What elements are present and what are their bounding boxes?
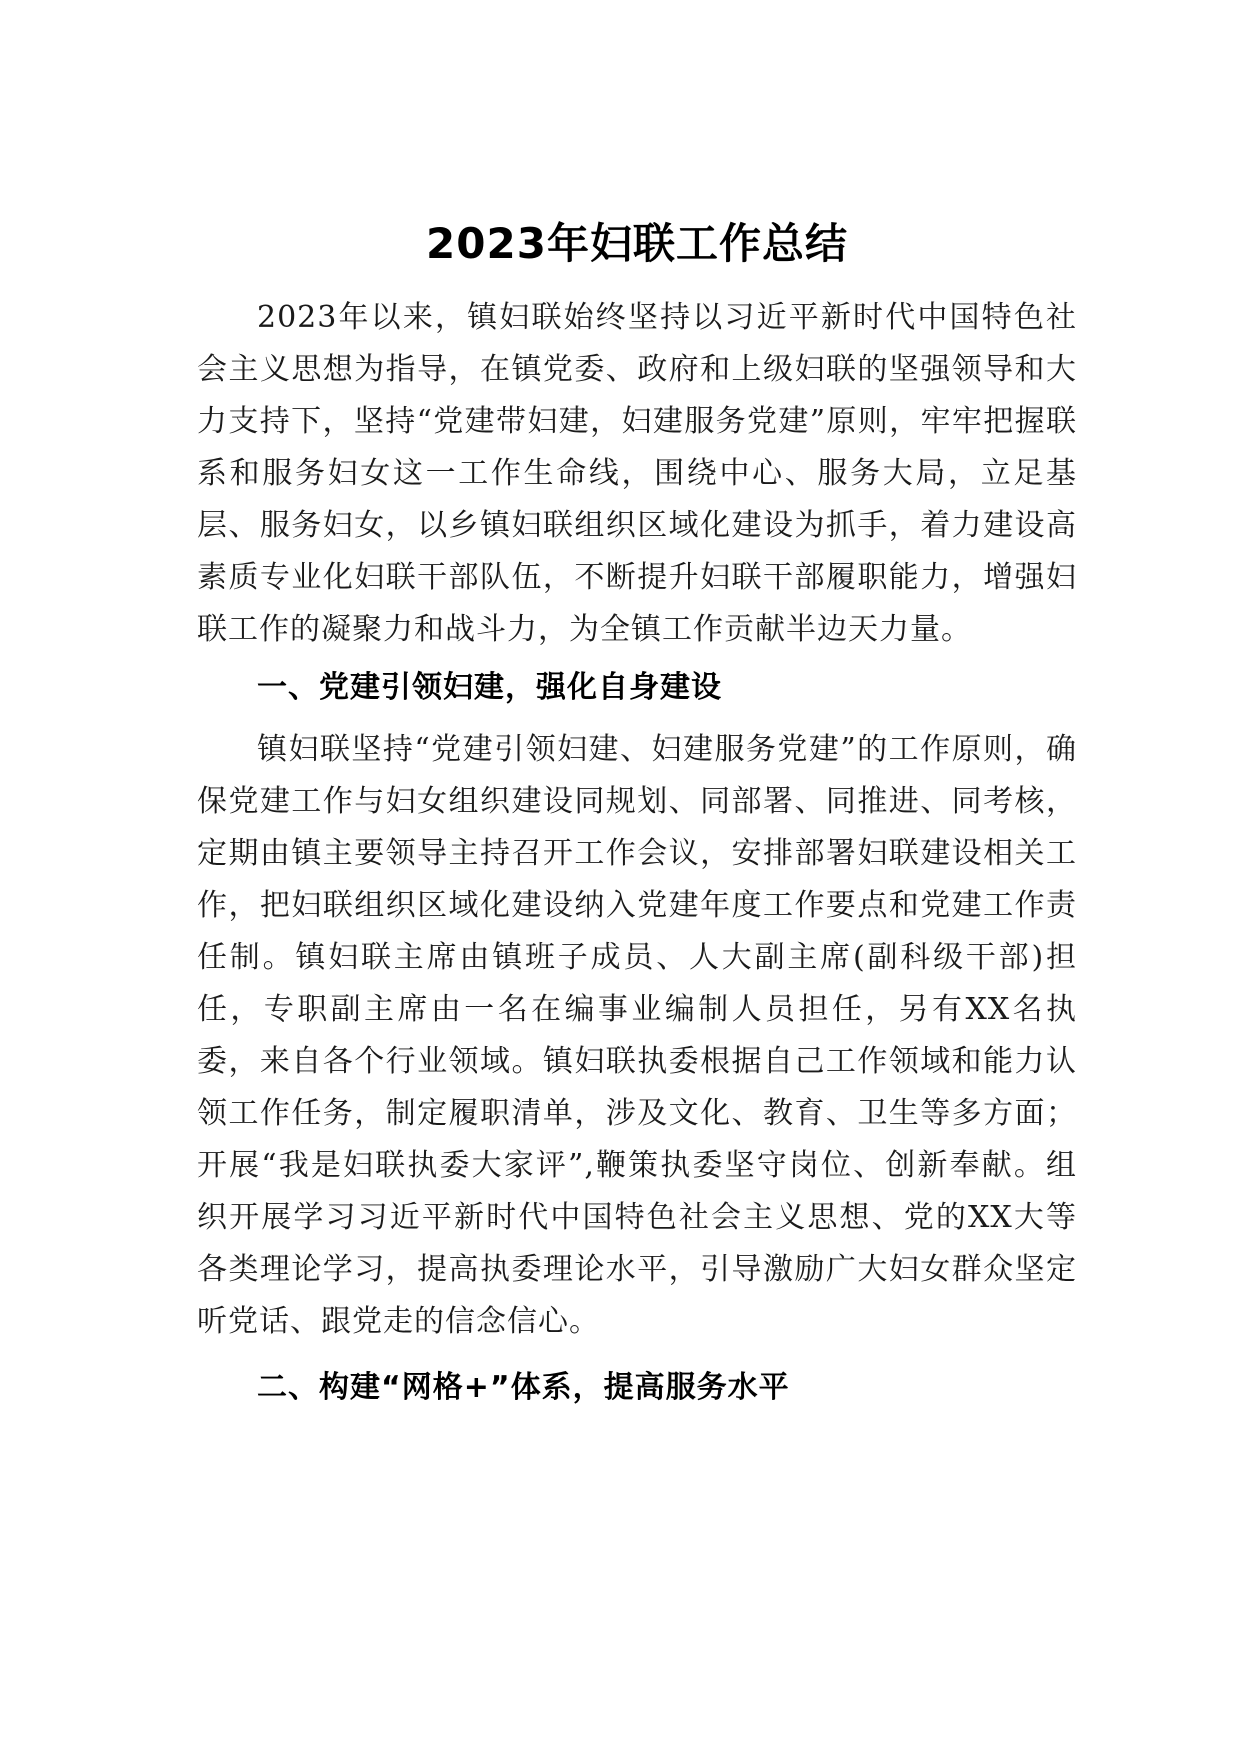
- section-heading: 二、构建“网格+”体系，提高服务水平: [257, 1370, 790, 1405]
- section-2: [197, 1362, 1077, 1414]
- section-heading: 一、党建引领妇建，强化自身建设: [257, 670, 722, 705]
- section-paragraph: 镇妇联坚持“党建引领妇建、妇建服务党建”的工作原则，确保党建工作与妇女组织建设同规划、同部署、同推进、同考核，定期由镇主要领导主持召开工作会议，安排部署妇联建设相关工作，把妇联组织区域化建设纳入党建年度工作要点和党建工作责任制。镇妇联主席由镇班子成员、人大副主席(副科级干部)担任，专职副主席由一名在编事业编制人员担任，另有XX名执委，来自各个行业领域。镇妇联执委根据自己工作领域和能力认领工作任务，制定履职清单，涉及文化、教育、卫生等多方面；开展“我是妇联执委大家评”,鞭策执委坚守岗位、创新奉献。组织开展学习习近平新时代中国特色社会主义思想、党的XX大等各类理论学习，提高执委理论水平，引导激励广大妇女群众坚定听党话、跟党走的信念信心。: [197, 732, 1077, 1339]
- document-title: 2023年妇联工作总结: [426, 219, 848, 268]
- document-content: [197, 210, 1077, 1428]
- section-1: [197, 662, 1077, 1348]
- intro-paragraph: 2023年以来，镇妇联始终坚持以习近平新时代中国特色社会主义思想为指导，在镇党委、政府和上级妇联的坚强领导和大力支持下，坚持“党建带妇建，妇建服务党建”原则，牢牢把握联系和服务妇女这一工作生命线，围绕中心、服务大局，立足基层、服务妇女，以乡镇妇联组织区域化建设为抓手，着力建设高素质专业化妇联干部队伍，不断提升妇联干部履职能力，增强妇联工作的凝聚力和战斗力，为全镇工作贡献半边天力量。: [197, 300, 1077, 647]
